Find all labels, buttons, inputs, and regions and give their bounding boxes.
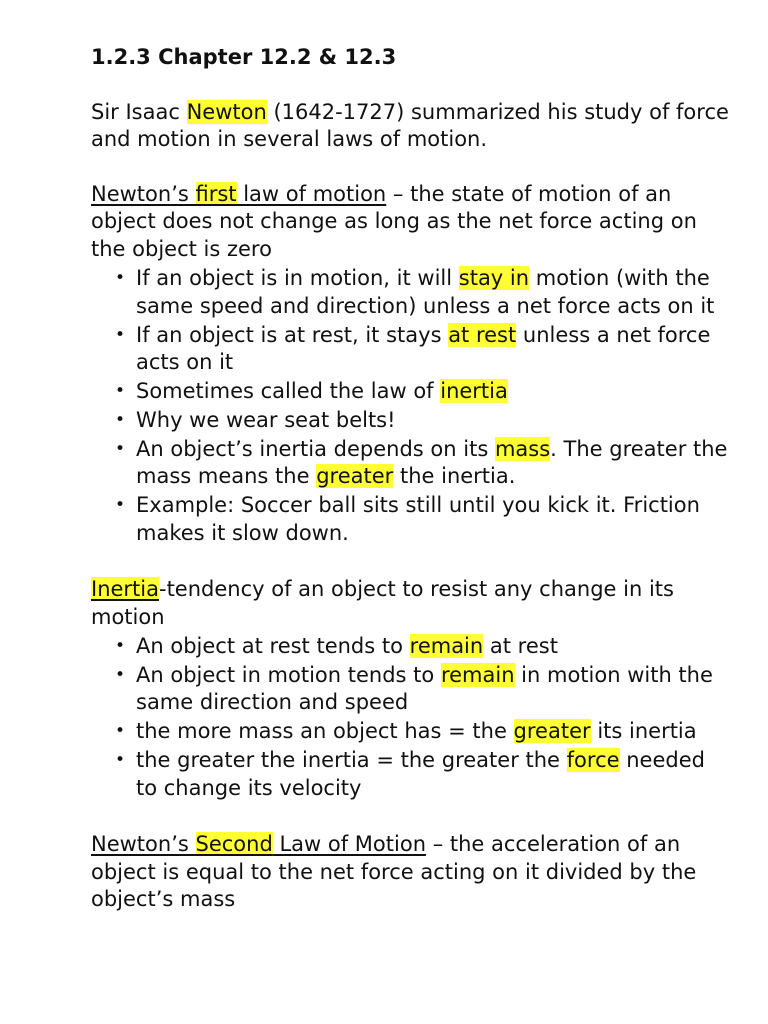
highlight-greater: greater: [316, 464, 394, 489]
item-text: Example: Soccer ball sits still until you kick it. Friction makes it slow down.: [136, 493, 700, 545]
highlight-second: Second: [195, 832, 273, 857]
bullet-icon: •: [115, 439, 126, 460]
list-item: [91, 322, 731, 377]
spacer: [91, 154, 731, 181]
item-text: its inertia: [590, 719, 697, 744]
intro-text: Sir Isaac: [91, 99, 187, 124]
highlight-greater: greater: [513, 719, 591, 744]
inertia-definition: [91, 576, 731, 631]
highlight-stay-in: stay in: [458, 266, 530, 291]
doc-title: 1.2.3 Chapter 12.2 & 12.3: [91, 45, 397, 69]
list-item: [91, 633, 731, 660]
item-text: motion (with the same speed and direction) unless a net force acts on it: [136, 266, 715, 318]
highlight-force: force: [566, 748, 620, 773]
highlight-inertia: inertia: [440, 379, 508, 404]
heading-part: Newton’s: [91, 182, 196, 206]
highlight-first: first: [195, 182, 237, 206]
bullet-icon: •: [115, 324, 126, 345]
highlight-newton: Newton: [186, 99, 267, 124]
spacer: [91, 804, 731, 831]
heading-part: law of motion: [236, 182, 387, 206]
second-law-definition: [91, 831, 731, 913]
item-text: the greater the inertia = the greater the: [136, 748, 567, 773]
list-item: [91, 718, 731, 745]
bullet-icon: •: [115, 636, 126, 657]
item-text: . The greater the mass means the: [136, 437, 728, 489]
first-law-heading: [91, 182, 386, 206]
item-text: unless a net force acts on it: [136, 322, 711, 375]
spacer: [91, 549, 731, 576]
item-text: the more mass an object has = the: [136, 719, 514, 744]
bullet-icon: •: [115, 665, 126, 686]
list-item: [91, 662, 731, 717]
inertia-text: -tendency of an object to resist any change in its motion: [91, 577, 674, 629]
first-law-definition: [91, 181, 731, 263]
list-item: [91, 407, 731, 434]
heading-part: Newton’s: [91, 832, 196, 857]
inertia-bullets: [91, 633, 731, 802]
document-page: [91, 44, 731, 913]
first-law-bullets: [91, 265, 731, 547]
bullet-icon: •: [115, 721, 126, 742]
item-text: An object at rest tends to: [136, 634, 410, 659]
list-item: [91, 492, 731, 547]
item-text: Why we wear seat belts!: [136, 408, 396, 433]
list-item: [91, 265, 731, 320]
highlight-inertia-term: Inertia: [91, 577, 159, 602]
heading-part: Law of Motion: [272, 832, 427, 857]
bullet-icon: •: [115, 750, 126, 771]
bullet-icon: •: [115, 410, 126, 431]
highlight-remain: remain: [440, 663, 515, 688]
item-text: needed to change its velocity: [136, 748, 705, 800]
bullet-icon: •: [115, 381, 126, 402]
intro-paragraph: [91, 99, 731, 154]
list-item: [91, 747, 731, 802]
intro-text-rest: (1642-1727) summarized his study of force and motion in several laws of motion.: [91, 99, 729, 152]
item-text: An object in motion tends to: [136, 663, 441, 688]
item-text: If an object is in motion, it will: [136, 266, 459, 291]
item-text: at rest: [483, 634, 558, 659]
item-text: in motion with the same direction and speed: [136, 663, 713, 715]
highlight-at-rest: at rest: [448, 322, 517, 347]
highlight-mass: mass: [494, 437, 551, 462]
item-text: the inertia.: [393, 464, 516, 489]
spacer: [91, 71, 731, 98]
item-text: Sometimes called the law of: [136, 379, 441, 404]
list-item: [91, 436, 731, 491]
second-law-heading: [91, 832, 426, 856]
bullet-icon: •: [115, 268, 126, 289]
first-law-text: – the state of motion of an object does not change as long as the net force acting on the object is zero: [91, 182, 697, 261]
second-law-text: – the acceleration of an object is equal to the net force acting on it divided by the object’s mass: [91, 832, 697, 912]
item-text: An object’s inertia depends on its: [136, 437, 495, 462]
bullet-icon: •: [115, 495, 126, 516]
item-text: If an object is at rest, it stays: [136, 322, 449, 347]
list-item: [91, 378, 731, 405]
highlight-remain: remain: [409, 634, 484, 659]
